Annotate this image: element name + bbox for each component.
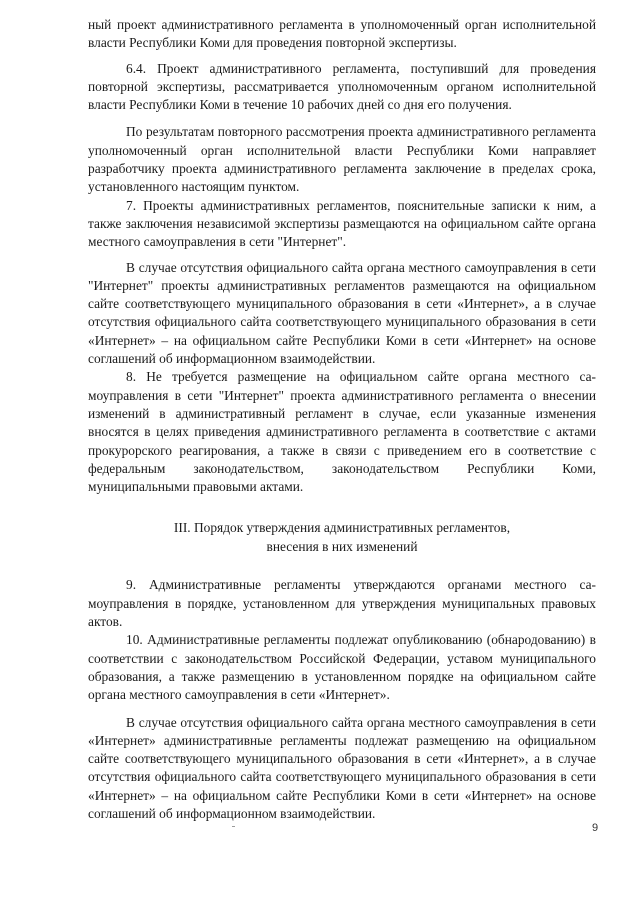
paragraph-9: 9. Административные регламенты утверждаются органами местного самоуправления в порядке, установленном для утверждения муниципальных правовых актов. [88,577,596,630]
section-heading [88,518,596,556]
section-heading-line-1: III. Порядок утверждения административных регламентов, [173,520,511,536]
paragraph-continuation: ный проект административного регламента в уполномоченный орган исполнительной власти Республики Коми для проведения повторной экспертизы. [88,17,596,51]
paragraph-review-results: По результатам повторного рассмотрения проекта административного регламента уполномоченный орган исполнительной власти Республики Коми направляет разработчику проекта административного регламента заключение в пределах срока, установленного настоящим пунктом. [88,124,596,195]
paragraph-8: 8. Не требуется размещение на официальном сайте органа местного самоуправления в сети "Интернет" проекта административного регламента о внесении изменений в административный регламент в случае, если указанные изменения вносятся в целях приведения административного регламента в соответствие с актами прокурорского реагирования, а также в связи с приведением его в соответствие с федеральным законодательством, законодательством Республики Коми, муниципальными правовыми актами. [88,369,596,495]
scan-speck [232,826,235,827]
paragraph-7-absence-site: В случае отсутствия официального сайта органа местного самоуправления в сети "Интернет" проекты административных регламентов размещаются на официальном сайте соответствующего муниципального образования в сети «Интернет», а в случае отсутствия официального сайта соответствующего муниципального образования в сети «Интернет» – на официальном сайте Республики Коми в сети «Интернет» на основе соглашений об информационном взаимодействии. [88,259,596,367]
paragraph-6-4: 6.4. Проект административного регламента, поступивший для проведения повторной экспертизы, рассматривается уполномоченным органом исполнительной власти Республики Коми в течение 10 рабочих дней со дня его получения. [88,60,596,113]
paragraph-7: 7. Проекты административных регламентов, пояснительные записки к ним, а также заключения независимой экспертизы размещаются на официальном сайте органа местного самоуправления в сети "Интернет". [88,197,596,250]
section-heading-line-2: внесения в них изменений [266,539,418,555]
paragraph-10: 10. Административные регламенты подлежат опубликованию (обнародованию) в соответствии с законодательством Российской Федерации, уставом муниципального образования, а также размещению в установленном порядке на официальном сайте органа местного самоуправления в сети «Интернет». [88,632,596,703]
document-page [88,16,596,823]
page-number: 9 [592,822,599,834]
paragraph-10-absence-site: В случае отсутствия официального сайта органа местного самоуправления в сети «Интернет» административные регламенты подлежат размещению на официальном сайте соответствующего муниципального образования в сети «Интернет», а в случае отсутствия официального сайта соответствующего муниципального образования в сети «Интернет» – на официальном сайте Республики Коми в сети «Интернет» на основе соглашений об информационном взаимодействии. [88,714,596,821]
